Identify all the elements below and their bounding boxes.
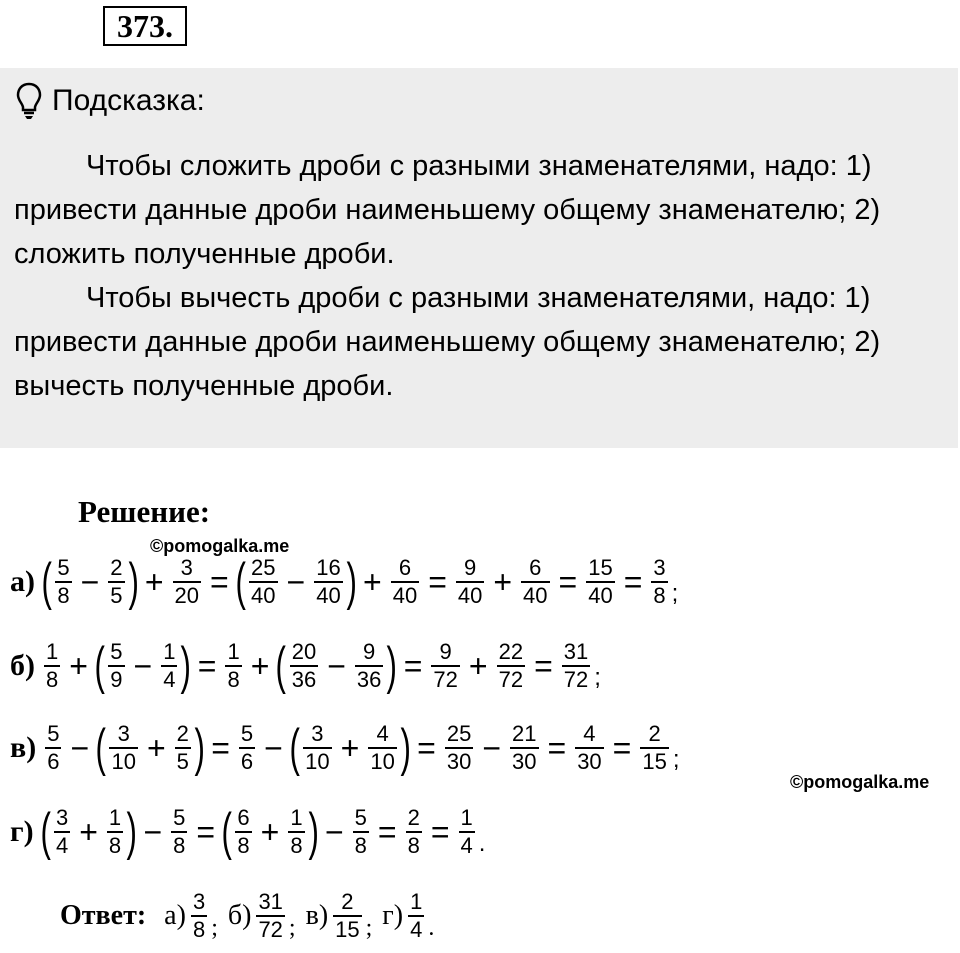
numerator: 6	[237, 805, 250, 830]
numerator: 3	[55, 805, 69, 830]
fraction	[651, 556, 667, 608]
hint-paragraph-add: Чтобы сложить дроби с разными знаменателями, надо: 1) привести данные дроби наименьшему общему знаменателю; 2) сложить полученные дроби.	[14, 150, 881, 270]
numerator: 3	[653, 555, 666, 580]
numerator: 3	[180, 555, 193, 580]
denominator: 40	[523, 583, 548, 608]
numerator: 3	[192, 889, 206, 914]
denominator: 10	[370, 749, 395, 774]
numerator: 9	[439, 639, 452, 664]
denominator: 15	[335, 917, 360, 942]
hint-paragraph-subtract: Чтобы вычесть дроби с разными знаменателями, надо: 1) привести данные дроби наименьшему общему знаменателю; 2) вычесть полученные дроби.	[14, 282, 881, 402]
fraction	[45, 722, 61, 774]
answer-line	[60, 890, 434, 942]
denominator: 4	[460, 833, 473, 858]
denominator: 5	[110, 583, 123, 608]
row-label: б)	[10, 649, 35, 682]
numerator: 2	[648, 721, 661, 746]
fraction	[562, 640, 590, 692]
parenthesis: (	[235, 553, 246, 611]
fraction	[239, 722, 255, 774]
hint-title: Подсказка:	[52, 84, 205, 117]
denominator: 20	[174, 583, 200, 608]
parenthesis: (	[94, 637, 105, 695]
fraction	[173, 556, 201, 608]
numerator: 15	[588, 555, 613, 580]
lightbulb-icon	[16, 82, 42, 120]
fraction	[314, 556, 342, 608]
denominator: 8	[192, 917, 206, 942]
numerator: 4	[583, 721, 596, 746]
fraction	[391, 556, 419, 608]
parenthesis: (	[41, 553, 52, 611]
operator: +	[468, 647, 488, 684]
operator: =	[196, 813, 216, 850]
operator: =	[211, 729, 230, 766]
operator: =	[210, 563, 229, 600]
denominator: 36	[291, 667, 317, 692]
operator: +	[493, 563, 513, 600]
denominator: 8	[173, 833, 186, 858]
fraction	[459, 806, 475, 858]
row-label: г)	[10, 815, 34, 848]
denominator: 30	[577, 749, 602, 774]
fraction	[109, 722, 137, 774]
denominator: 40	[457, 583, 483, 608]
fraction	[288, 806, 304, 858]
numerator: 1	[410, 889, 423, 914]
denominator: 30	[446, 749, 472, 774]
operator: −	[70, 729, 90, 766]
fraction	[107, 806, 123, 858]
numerator: 2	[110, 555, 123, 580]
operator: −	[80, 563, 100, 600]
watermark: ©pomogalka.me	[150, 536, 290, 556]
denominator: 72	[498, 667, 524, 692]
denominator: 15	[642, 749, 667, 774]
denominator: 9	[110, 667, 123, 692]
operator: −	[264, 729, 283, 766]
denominator: 40	[316, 583, 341, 608]
numerator: 31	[258, 889, 283, 914]
operator: =	[430, 813, 450, 850]
denominator: 8	[237, 833, 250, 858]
denominator: 8	[354, 833, 367, 858]
parenthesis: (	[95, 719, 107, 777]
denominator: 40	[251, 583, 276, 608]
denominator: 8	[653, 583, 666, 608]
solution-row-a	[10, 553, 679, 611]
solution-row-g	[10, 803, 486, 861]
operator: =	[428, 563, 447, 600]
fraction	[256, 890, 284, 942]
fraction	[445, 722, 473, 774]
punctuation: ;	[211, 915, 218, 941]
numerator: 1	[290, 805, 303, 830]
answer-item-label: г)	[382, 900, 404, 931]
fraction	[249, 556, 277, 608]
punctuation: ;	[288, 915, 296, 941]
fraction	[171, 806, 187, 858]
punctuation: .	[478, 830, 486, 857]
operator: −	[143, 813, 163, 850]
fraction	[510, 722, 538, 774]
numerator: 4	[376, 721, 389, 746]
numerator: 2	[407, 805, 420, 830]
solution-title: Решение:	[78, 494, 211, 529]
numerator: 6	[398, 555, 412, 580]
denominator: 10	[305, 749, 330, 774]
fraction	[175, 722, 191, 774]
fraction	[368, 722, 396, 774]
fraction	[225, 640, 241, 692]
operator: =	[623, 563, 643, 600]
answer-item-label: б)	[227, 900, 252, 931]
watermark: ©pomogalka.me	[790, 772, 930, 792]
operator: =	[403, 647, 423, 684]
operator: =	[558, 563, 578, 600]
hint-header	[16, 82, 205, 120]
fraction	[191, 890, 207, 942]
denominator: 8	[108, 833, 122, 858]
numerator: 25	[251, 555, 276, 580]
parenthesis: )	[126, 803, 138, 861]
numerator: 5	[110, 639, 123, 664]
solution-row-v	[10, 719, 680, 777]
operator: +	[260, 813, 280, 850]
fraction	[108, 640, 124, 692]
fraction	[303, 722, 331, 774]
operator: +	[146, 729, 166, 766]
numerator: 3	[311, 721, 324, 746]
denominator: 4	[410, 917, 423, 942]
numerator: 1	[227, 639, 240, 664]
numerator: 5	[173, 805, 186, 830]
hint-panel	[0, 68, 958, 448]
numerator: 2	[176, 721, 189, 746]
fraction	[406, 806, 422, 858]
operator: +	[69, 647, 88, 684]
operator: +	[340, 729, 360, 766]
operator: =	[417, 729, 436, 766]
denominator: 72	[258, 917, 283, 942]
denominator: 40	[588, 583, 613, 608]
numerator: 1	[163, 639, 176, 664]
fraction	[640, 722, 668, 774]
numerator: 9	[363, 639, 376, 664]
denominator: 4	[55, 833, 69, 858]
fraction	[55, 556, 71, 608]
fraction	[586, 556, 614, 608]
denominator: 4	[163, 667, 176, 692]
numerator: 5	[47, 721, 60, 746]
fraction	[161, 640, 177, 692]
fraction	[355, 640, 383, 692]
fraction	[456, 556, 484, 608]
numerator: 1	[460, 805, 473, 830]
parenthesis: )	[180, 637, 192, 695]
answer-item-label: в)	[305, 900, 329, 931]
operator: =	[612, 729, 632, 766]
denominator: 8	[46, 667, 59, 692]
punctuation: ;	[594, 664, 601, 691]
operator: −	[482, 729, 502, 766]
denominator: 8	[227, 667, 240, 692]
parenthesis: (	[221, 803, 232, 861]
denominator: 36	[356, 667, 382, 692]
parenthesis: )	[386, 637, 398, 695]
row-label: а)	[10, 565, 35, 598]
solution-row-b	[10, 637, 601, 695]
numerator: 1	[46, 639, 59, 664]
operator: +	[250, 647, 270, 684]
numerator: 9	[463, 555, 477, 580]
numerator: 25	[446, 721, 472, 746]
operator: =	[547, 729, 567, 766]
denominator: 72	[433, 667, 458, 692]
parenthesis: )	[194, 719, 205, 777]
denominator: 40	[392, 583, 418, 608]
numerator: 5	[354, 805, 367, 830]
fraction	[290, 640, 318, 692]
operator: +	[363, 563, 382, 600]
parenthesis: (	[275, 637, 287, 695]
parenthesis: )	[346, 553, 357, 611]
answer-item-label: а)	[164, 900, 186, 931]
numerator: 3	[117, 721, 130, 746]
denominator: 5	[176, 749, 189, 774]
operator: −	[286, 563, 306, 600]
parenthesis: )	[400, 719, 411, 777]
numerator: 22	[498, 639, 524, 664]
numerator: 6	[529, 555, 542, 580]
denominator: 8	[57, 583, 70, 608]
hint-text	[14, 144, 944, 408]
operator: +	[79, 813, 98, 850]
denominator: 72	[563, 667, 589, 692]
operator: =	[377, 813, 397, 850]
punctuation: .	[428, 915, 435, 941]
fraction	[333, 890, 361, 942]
operator: =	[197, 647, 217, 684]
operator: =	[534, 647, 553, 684]
fraction	[108, 556, 124, 608]
row-label: в)	[10, 731, 37, 764]
parenthesis: (	[289, 719, 300, 777]
problem-number: 373.	[103, 6, 187, 46]
numerator: 20	[291, 639, 317, 664]
punctuation: ;	[365, 915, 373, 941]
numerator: 1	[108, 805, 122, 830]
fraction	[54, 806, 70, 858]
operator: +	[144, 563, 164, 600]
parenthesis: )	[308, 803, 319, 861]
fraction	[521, 556, 549, 608]
fraction	[497, 640, 525, 692]
operator: −	[324, 813, 344, 850]
fraction	[408, 890, 424, 942]
fraction	[44, 640, 60, 692]
denominator: 8	[407, 833, 420, 858]
fraction	[431, 640, 459, 692]
denominator: 30	[512, 749, 537, 774]
parenthesis: )	[127, 553, 139, 611]
fraction	[235, 806, 251, 858]
denominator: 6	[47, 749, 60, 774]
punctuation: ;	[672, 746, 680, 773]
punctuation: ;	[671, 580, 679, 607]
denominator: 10	[111, 749, 136, 774]
numerator: 21	[512, 721, 537, 746]
numerator: 16	[316, 555, 341, 580]
operator: −	[327, 647, 346, 684]
answer-values	[154, 890, 434, 942]
numerator: 31	[563, 639, 589, 664]
denominator: 8	[290, 833, 303, 858]
numerator: 5	[57, 555, 70, 580]
denominator: 6	[240, 749, 254, 774]
fraction	[575, 722, 603, 774]
numerator: 2	[341, 889, 354, 914]
operator: −	[133, 647, 153, 684]
parenthesis: (	[40, 803, 51, 861]
fraction	[353, 806, 369, 858]
answer-label: Ответ:	[60, 900, 147, 931]
numerator: 5	[240, 721, 254, 746]
